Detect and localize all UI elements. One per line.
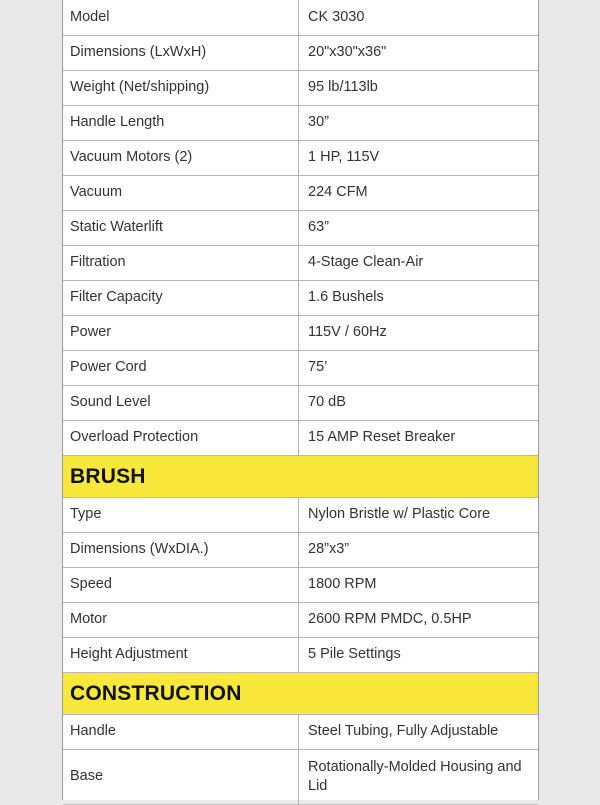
spec-label: Base — [63, 749, 299, 804]
spec-label: Dimensions (WxDIA.) — [63, 532, 299, 567]
spec-value: 28”x3” — [299, 532, 539, 567]
section-title: CONSTRUCTION — [63, 672, 538, 714]
spec-value: 75’ — [299, 350, 539, 385]
spec-label: Weight (Net/shipping) — [63, 70, 299, 105]
spec-label: Type — [63, 497, 299, 532]
spec-value: 1 HP, 115V — [299, 140, 539, 175]
spec-row — [63, 602, 538, 637]
spec-value: 20"x30"x36" — [299, 35, 539, 70]
spec-value: 63” — [299, 210, 539, 245]
spec-value: 115V / 60Hz — [299, 315, 539, 350]
spec-value: 4-Stage Clean-Air — [299, 245, 539, 280]
spec-table — [63, 0, 538, 805]
spec-row — [63, 175, 538, 210]
spec-label: Motor — [63, 602, 299, 637]
spec-label: Overload Protection — [63, 420, 299, 455]
spec-label: Handle Length — [63, 105, 299, 140]
spec-value: CK 3030 — [299, 0, 539, 35]
spec-value: 70 dB — [299, 385, 539, 420]
spec-value: 95 lb/113lb — [299, 70, 539, 105]
spec-row — [63, 0, 538, 35]
spec-label: Power — [63, 315, 299, 350]
spec-label: Speed — [63, 567, 299, 602]
spec-label: Vacuum Motors (2) — [63, 140, 299, 175]
spec-sheet — [62, 0, 539, 800]
spec-label: Filter Capacity — [63, 280, 299, 315]
spec-label: Dimensions (LxWxH) — [63, 35, 299, 70]
spec-label: Vacuum — [63, 175, 299, 210]
spec-row — [63, 350, 538, 385]
spec-row — [63, 749, 538, 804]
spec-value: 2600 RPM PMDC, 0.5HP — [299, 602, 539, 637]
spec-table-body — [63, 0, 538, 804]
section-title: BRUSH — [63, 455, 538, 497]
spec-row — [63, 714, 538, 749]
spec-value: Rotationally-Molded Housing and Lid — [299, 749, 539, 804]
spec-label: Filtration — [63, 245, 299, 280]
spec-value: 1800 RPM — [299, 567, 539, 602]
spec-label: Sound Level — [63, 385, 299, 420]
spec-row — [63, 637, 538, 672]
spec-row — [63, 280, 538, 315]
spec-value: Nylon Bristle w/ Plastic Core — [299, 497, 539, 532]
spec-value: Steel Tubing, Fully Adjustable — [299, 714, 539, 749]
spec-label: Height Adjustment — [63, 637, 299, 672]
spec-row — [63, 567, 538, 602]
spec-value: 30” — [299, 105, 539, 140]
spec-row — [63, 315, 538, 350]
spec-row — [63, 140, 538, 175]
spec-value: 224 CFM — [299, 175, 539, 210]
spec-label: Static Waterlift — [63, 210, 299, 245]
spec-row — [63, 70, 538, 105]
section-header-brush — [63, 455, 538, 497]
spec-row — [63, 497, 538, 532]
spec-row — [63, 35, 538, 70]
spec-value: 5 Pile Settings — [299, 637, 539, 672]
spec-label: Power Cord — [63, 350, 299, 385]
spec-row — [63, 385, 538, 420]
spec-row — [63, 105, 538, 140]
section-header-construction — [63, 672, 538, 714]
spec-row — [63, 210, 538, 245]
spec-value: 15 AMP Reset Breaker — [299, 420, 539, 455]
spec-value: 1.6 Bushels — [299, 280, 539, 315]
spec-label: Model — [63, 0, 299, 35]
spec-row — [63, 245, 538, 280]
spec-row — [63, 420, 538, 455]
spec-label: Handle — [63, 714, 299, 749]
spec-row — [63, 532, 538, 567]
